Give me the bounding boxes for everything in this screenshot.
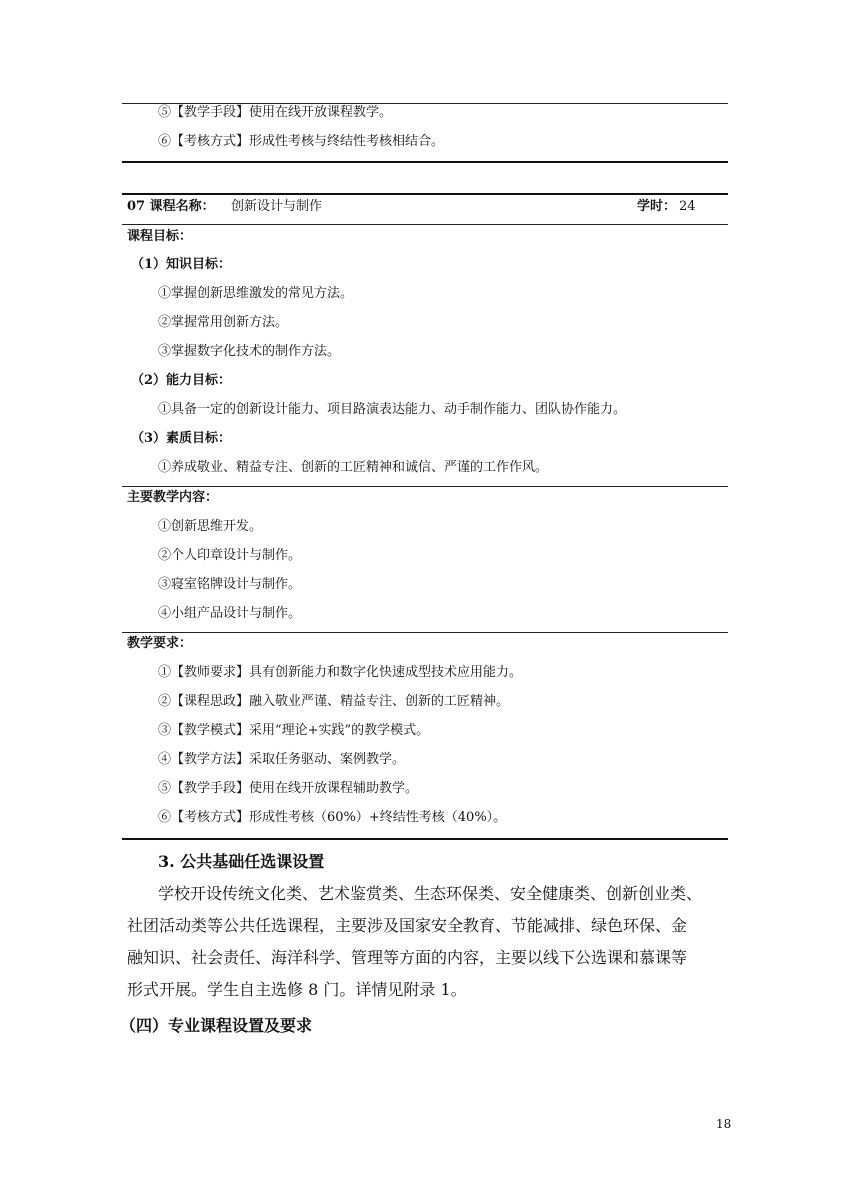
table-rule (122, 632, 728, 633)
knowledge-item: ②掌握常用创新方法。 (158, 315, 289, 330)
knowledge-item: ①掌握创新思维激发的常见方法。 (158, 286, 354, 301)
table-rule (122, 193, 728, 195)
table-rule (122, 161, 728, 163)
section-heading: （四）专业课程设置及要求 (120, 1016, 313, 1035)
content-item: ①创新思维开发。 (158, 519, 263, 534)
content-label: 主要教学内容： (127, 490, 219, 505)
objectives-label: 课程目标： (127, 229, 193, 244)
requirement-item: ①【教师要求】具有创新能力和数字化快速成型技术应用能力。 (158, 665, 523, 680)
requirement-item: ⑤【教学手段】使用在线开放课程辅助教学。 (158, 781, 419, 796)
requirement-item: ④【教学方法】采取任务驱动、案例教学。 (158, 752, 406, 767)
section-heading: 3. 公共基础任选课设置 (158, 852, 325, 871)
course-hours-label: 学时： (637, 199, 677, 214)
content-item: ④小组产品设计与制作。 (158, 606, 302, 621)
page-number: 18 (716, 1117, 732, 1131)
table-rule (122, 224, 728, 225)
paragraph-line: 学校开设传统文化类、艺术鉴赏类、生态环保类、安全健康类、创新创业类、 (158, 884, 703, 903)
content-item: ③寝室铭牌设计与制作。 (158, 577, 302, 592)
table-rule (122, 486, 728, 487)
ability-label: （2）能力目标： (131, 373, 232, 388)
prev-requirement-item: ⑥【考核方式】形成性考核与终结性考核相结合。 (158, 134, 445, 149)
requirement-item: ②【课程思政】融入敬业严谨、精益专注、创新的工匠精神。 (158, 694, 510, 709)
table-rule (122, 838, 728, 840)
prev-requirement-item: ⑤【教学手段】使用在线开放课程教学。 (158, 105, 393, 120)
knowledge-item: ③掌握数字化技术的制作方法。 (158, 344, 341, 359)
content-item: ②个人印章设计与制作。 (158, 548, 302, 563)
course-name: 创新设计与制作 (231, 199, 323, 214)
requirement-item: ⑥【考核方式】形成性考核（60%）+终结性考核（40%）。 (158, 810, 507, 825)
paragraph-line: 融知识、社会责任、海洋科学、管理等方面的内容，主要以线下公选课和慕课等 (127, 948, 688, 967)
knowledge-label: （1）知识目标： (131, 257, 232, 272)
paragraph-line: 社团活动类等公共任选课程，主要涉及国家安全教育、节能减排、绿色环保、金 (127, 916, 688, 935)
quality-label: （3）素质目标： (131, 431, 232, 446)
course-number-label: 07 课程名称： (127, 199, 215, 214)
ability-item: ①具备一定的创新设计能力、项目路演表达能力、动手制作能力、团队协作能力。 (158, 402, 627, 417)
requirements-label: 教学要求： (127, 636, 193, 651)
paragraph-line: 形式开展。学生自主选修 8 门。详情见附录 1。 (127, 980, 467, 999)
requirement-item: ③【教学模式】采用“理论+实践”的教学模式。 (158, 723, 430, 738)
course-hours: 24 (679, 199, 696, 214)
quality-item: ①养成敬业、精益专注、创新的工匠精神和诚信、严谨的工作作风。 (158, 460, 549, 475)
